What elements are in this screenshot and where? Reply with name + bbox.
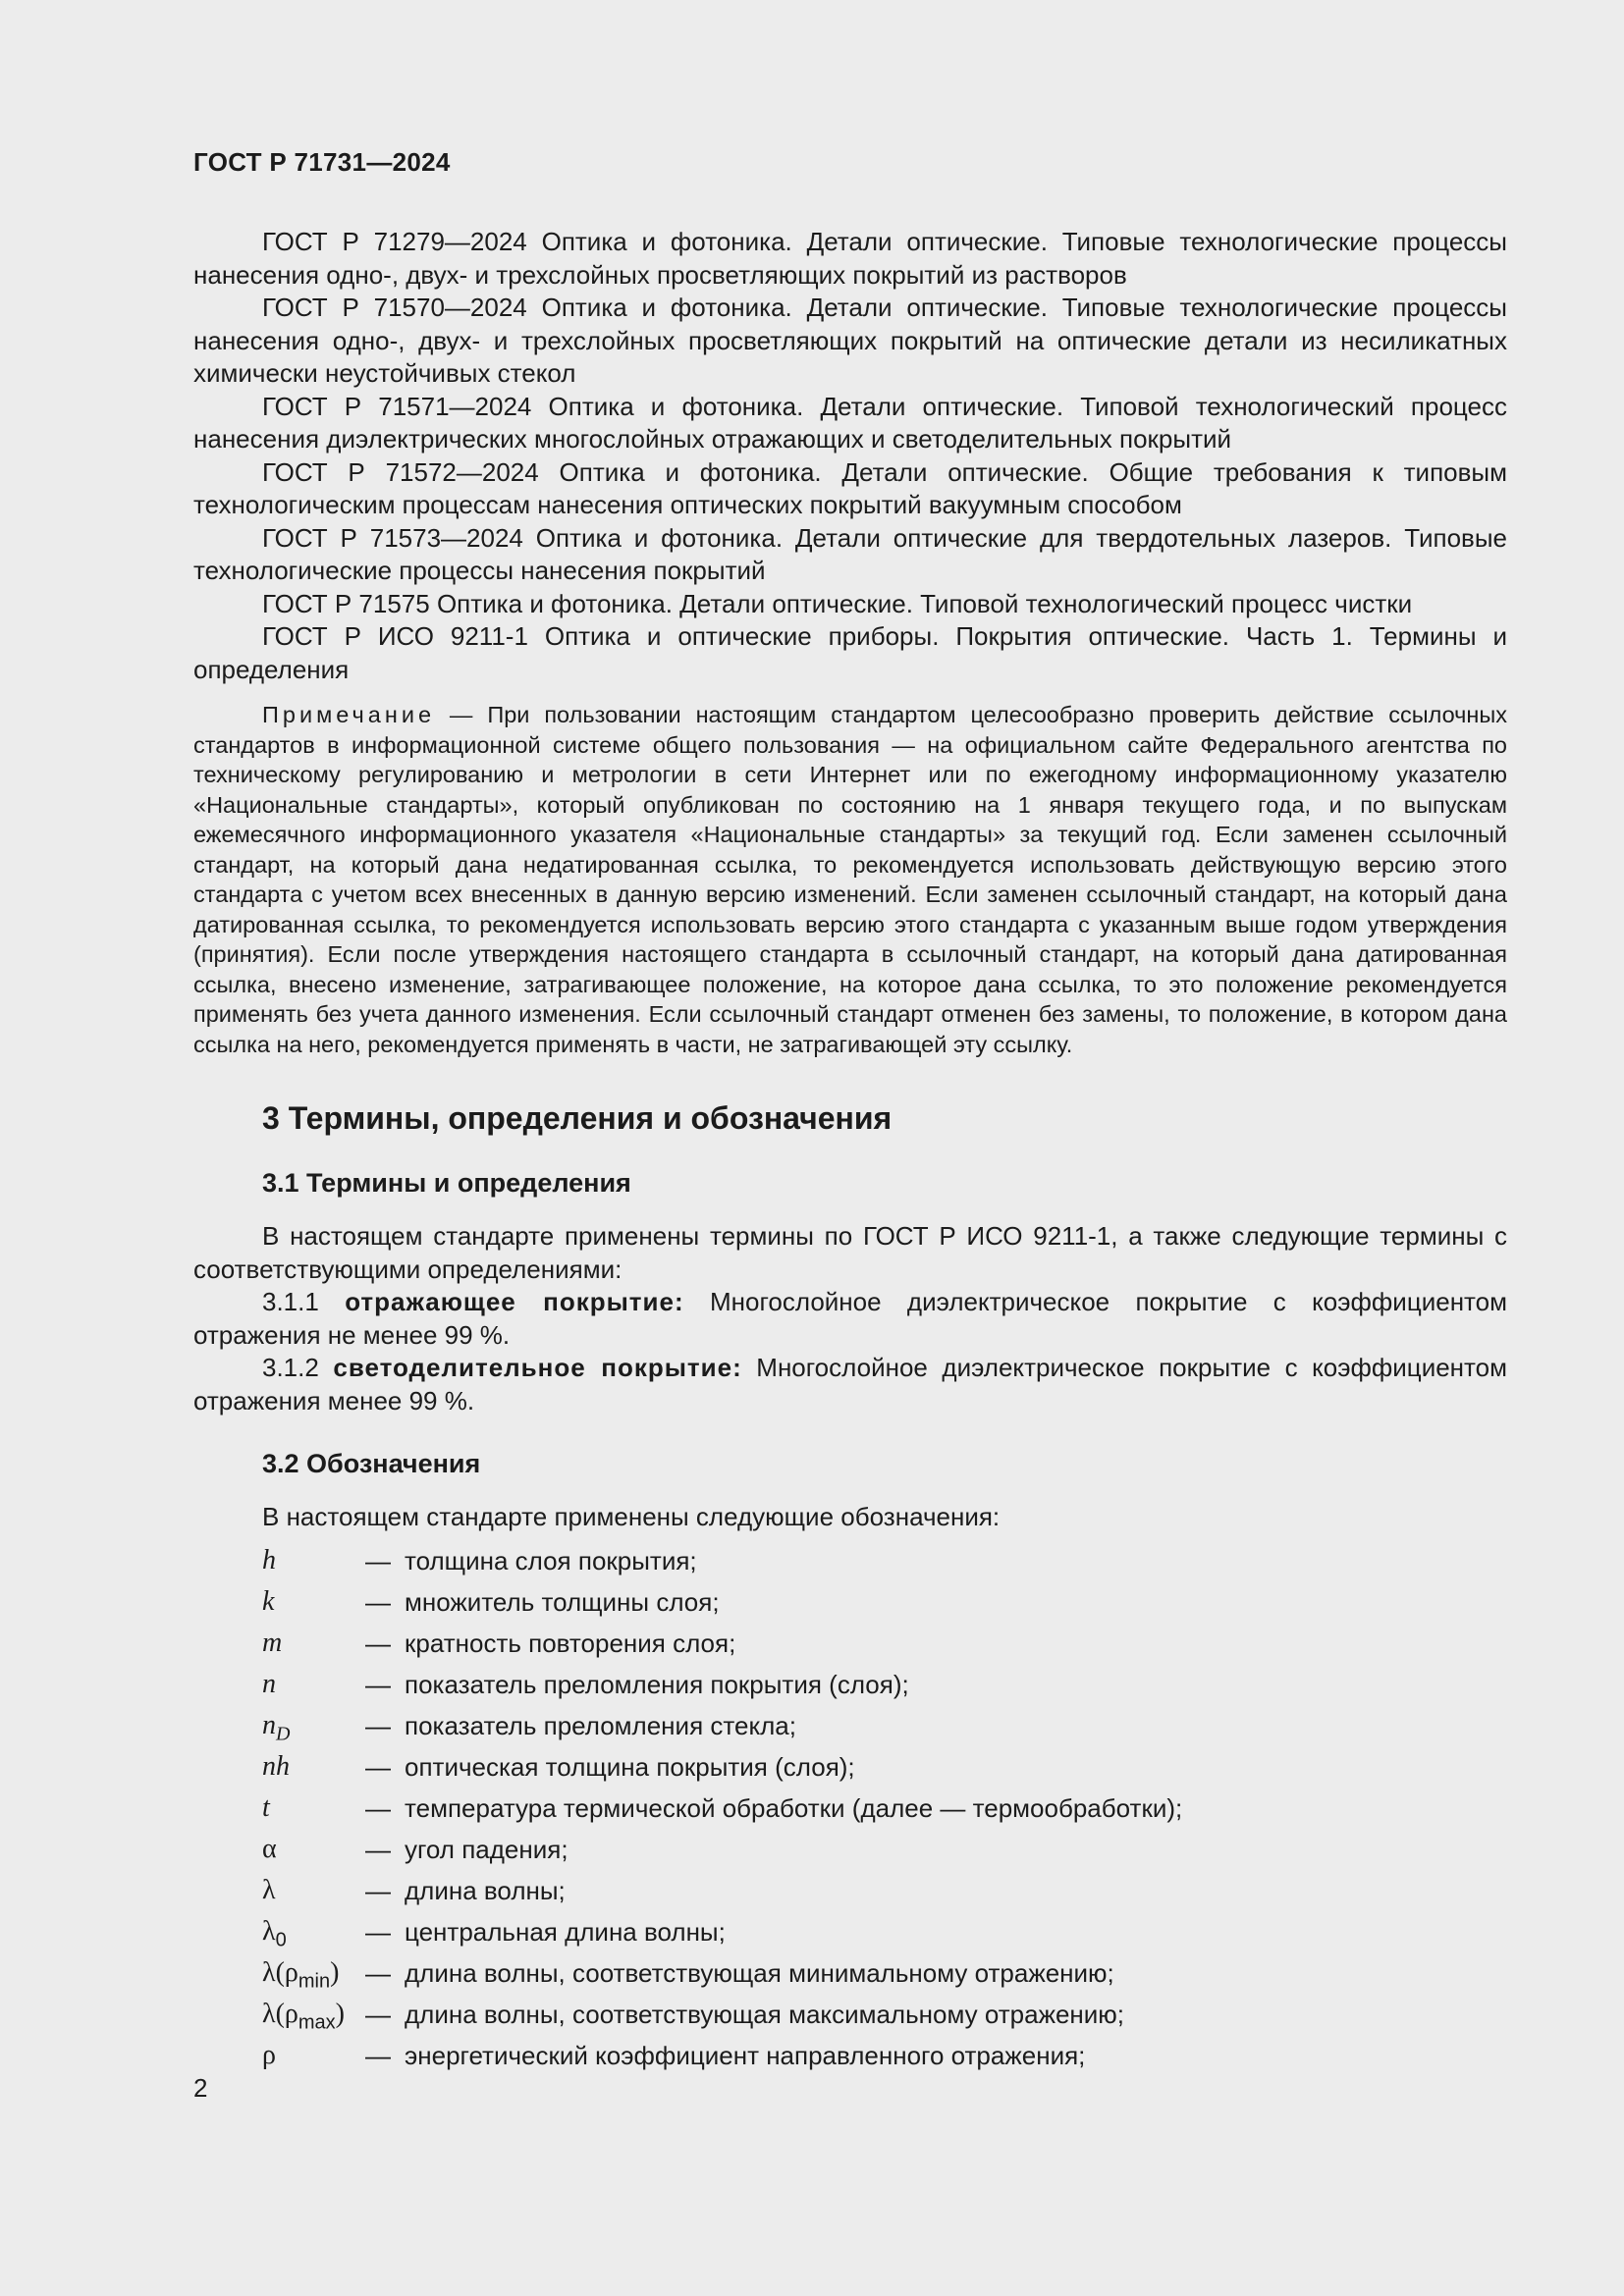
symbol-row — [262, 1829, 1507, 1870]
reference-list — [193, 226, 1507, 686]
symbol-description: длина волны, соответствующая минимальному отражению; — [405, 1957, 1114, 1988]
symbol: λ — [262, 1874, 276, 1905]
symbol-description: угол падения; — [405, 1834, 568, 1864]
symbol-dash: — — [365, 1834, 391, 1864]
symbol-row — [262, 1870, 1507, 1911]
symbol-dash: — — [365, 1999, 391, 2029]
symbol-row — [262, 2035, 1507, 2076]
symbol: $n_D$ — [262, 1709, 291, 1745]
symbol: α — [262, 1833, 277, 1864]
symbols-list — [262, 1540, 1507, 2076]
term-name: светоделительное покрытие: — [333, 1353, 742, 1382]
symbol-dash: — — [365, 1669, 391, 1699]
symbol-row — [262, 1911, 1507, 1952]
symbols-intro: В настоящем стандарте применены следующие обозначения: — [262, 1502, 1001, 1531]
symbol-row — [262, 1994, 1507, 2035]
symbol: $\lambda(\rho_{max})$ — [262, 1998, 345, 2034]
symbol-description: температура термической обработки (далее — термообработки); — [405, 1792, 1183, 1823]
symbol-description: длина волны, соответствующая максимальному отражению; — [405, 1999, 1125, 2029]
term-definition — [193, 1352, 1507, 1417]
term-number: 3.1.1 — [262, 1287, 346, 1316]
terms-intro: В настоящем стандарте применены термины по ГОСТ Р ИСО 9211-1, а также следующие термины с соответствующими определениями: — [193, 1221, 1507, 1284]
symbol-dash: — — [365, 1710, 391, 1740]
symbol-row — [262, 1664, 1507, 1705]
symbol-dash: — — [365, 1751, 391, 1782]
reference-item: ГОСТ Р 71570—2024 Оптика и фотоника. Детали оптические. Типовые технологические процессы нанесения одно-, двух- и трехслойных просветляющих покрытий на оптические детали из несиликатных химически неустойчивых стекол — [193, 293, 1507, 388]
symbol-description: показатель преломления стекла; — [405, 1710, 796, 1740]
symbol-description: длина волны; — [405, 1875, 566, 1905]
reference-item: ГОСТ Р 71575 Оптика и фотоника. Детали оптические. Типовой технологический процесс чистки — [262, 588, 1413, 618]
symbol-row — [262, 1746, 1507, 1788]
reference-item: ГОСТ Р 71279—2024 Оптика и фотоника. Детали оптические. Типовые технологические процессы нанесения одно-, двух- и трехслойных просветляющих покрытий из растворов — [193, 227, 1507, 290]
symbol-row — [262, 1705, 1507, 1746]
symbol-row — [262, 1788, 1507, 1829]
term-text: Многослойное диэлектрическое покрытие с коэффициентом отражения не менее 99 %. — [193, 1287, 1508, 1350]
reference-item: ГОСТ Р ИСО 9211-1 Оптика и оптические приборы. Покрытия оптические. Часть 1. Термины и определения — [193, 621, 1507, 684]
term-number: 3.1.2 — [262, 1353, 334, 1382]
symbol-description: энергетический коэффициент направленного отражения; — [405, 2040, 1086, 2070]
subsection-3-1-title: 3.1 Термины и определения — [262, 1168, 631, 1198]
symbol-description: оптическая толщина покрытия (слоя); — [405, 1751, 855, 1782]
note-label: Примечание — [262, 702, 436, 727]
symbol-dash: — — [365, 1957, 391, 1988]
symbol: nh — [262, 1750, 290, 1782]
symbol-dash: — — [365, 1792, 391, 1823]
page-number: 2 — [193, 2073, 208, 2103]
reference-item: ГОСТ Р 71571—2024 Оптика и фотоника. Детали оптические. Типовой технологический процесс нанесения диэлектрических многослойных отражающих и светоделительных покрытий — [193, 391, 1507, 454]
symbol-description: показатель преломления покрытия (слоя); — [405, 1669, 909, 1699]
reference-item: ГОСТ Р 71572—2024 Оптика и фотоника. Детали оптические. Общие требования к типовым технологическим процессам нанесения оптических покрытий вакуумным способом — [193, 456, 1507, 519]
term-definition — [193, 1286, 1507, 1352]
symbol-row — [262, 1540, 1507, 1581]
symbol-row — [262, 1623, 1507, 1664]
term-text: Многослойное диэлектрическое покрытие с коэффициентом отражения менее 99 %. — [193, 1353, 1507, 1415]
symbol-row — [262, 1581, 1507, 1623]
symbol: ρ — [262, 2039, 276, 2070]
subsection-3-2-title: 3.2 Обозначения — [262, 1449, 481, 1478]
symbol: k — [262, 1585, 275, 1617]
document-header: ГОСТ Р 71731—2024 — [193, 147, 451, 177]
section-3-title: 3 Термины, определения и обозначения — [262, 1100, 893, 1136]
reference-item: ГОСТ Р 71573—2024 Оптика и фотоника. Детали оптические для твердотельных лазеров. Типовые технологические процессы нанесения покрытий — [193, 522, 1507, 585]
symbol: n — [262, 1668, 276, 1699]
page-content — [193, 226, 1507, 2076]
symbol-description: толщина слоя покрытия; — [405, 1545, 697, 1575]
symbol: $\lambda_0$ — [262, 1915, 287, 1951]
symbol-description: кратность повторения слоя; — [405, 1628, 736, 1658]
note-text: — При пользовании настоящим стандартом целесообразно проверить действие ссылочных стандартов в информационной системе общего пользования — на официальном сайте Федерального агентства по техническому регулированию и метрологии в сети Интернет или по ежегодному информационному указателю «Национальные стандарты», который опубликован по состоянию на 1 января текущего года, и по выпускам ежемесячного информационного указателя «Национальные стандарты» за текущий год. Если заменен ссылочный стандарт, на который дана недатированная ссылка, то рекомендуется использовать действующую версию этого стандарта с учетом всех внесенных в данную версию изменений. Если заменен ссылочный стандарт, на который дана датированная ссылка, то рекомендуется использовать версию этого стандарта с указанным выше годом утверждения (принятия). Если после утверждения настоящего стандарта в ссылочный стандарт, на который дана датированная ссылка, внесено изменение, затрагивающее положение, на которое дана ссылка, то это положение рекомендуется применять без учета данного изменения. Если ссылочный стандарт отменен без замены, то положение, в котором дана ссылка на него, рекомендуется применять в части, не затрагивающей эту ссылку. — [193, 702, 1507, 1057]
symbol-dash: — — [365, 1628, 391, 1658]
symbol-dash: — — [365, 1916, 391, 1947]
symbol: $\lambda(\rho_{min})$ — [262, 1956, 340, 1993]
symbol: h — [262, 1544, 276, 1575]
symbol-row — [262, 1952, 1507, 1994]
symbol-dash: — — [365, 1586, 391, 1617]
symbol-dash: — — [365, 2040, 391, 2070]
symbol-description: множитель толщины слоя; — [405, 1586, 720, 1617]
symbol-dash: — — [365, 1545, 391, 1575]
symbol: t — [262, 1791, 270, 1823]
term-name: отражающее покрытие: — [345, 1287, 684, 1316]
symbol: m — [262, 1627, 283, 1658]
symbol-dash: — — [365, 1875, 391, 1905]
note-paragraph — [193, 700, 1507, 1059]
symbol-description: центральная длина волны; — [405, 1916, 726, 1947]
